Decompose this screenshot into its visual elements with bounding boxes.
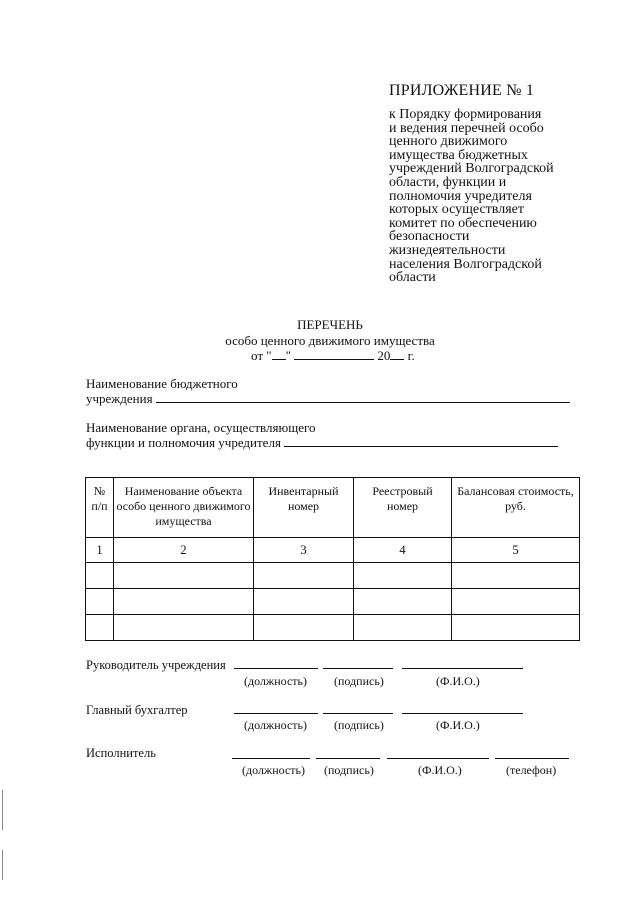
appendix-title: ПРИЛОЖЕНИЕ № 1 xyxy=(389,82,535,99)
executor-signature-caption: (подпись) xyxy=(324,763,374,777)
table-cell[interactable] xyxy=(254,589,354,615)
head-fio-line[interactable] xyxy=(402,668,523,669)
table-cell[interactable] xyxy=(86,615,114,641)
head-position-caption: (должность) xyxy=(244,674,307,688)
table-cell[interactable] xyxy=(254,615,354,641)
date-prefix: от " xyxy=(251,348,272,363)
table-column-numbers-row xyxy=(86,538,580,563)
table-cell[interactable] xyxy=(114,563,254,589)
column-header-number: № п/п xyxy=(86,478,114,538)
appendix-line: безопасности xyxy=(389,229,470,245)
appendix-line: полномочия учредителя xyxy=(389,188,532,204)
institution-blank[interactable] xyxy=(156,391,570,403)
accountant-position-caption: (должность) xyxy=(244,718,307,732)
accountant-fio-caption: (Ф.И.О.) xyxy=(436,718,480,732)
column-header-balance: Балансовая стоимость, руб. xyxy=(452,478,580,538)
appendix-line: к Порядку формирования xyxy=(389,107,542,122)
executor-signature-line[interactable] xyxy=(316,758,380,759)
head-signature-line[interactable] xyxy=(323,668,393,669)
table-row xyxy=(86,615,580,641)
column-header-name: Наименование объекта особо ценного движимого имущества xyxy=(114,478,254,538)
authority-label-line1: Наименование органа, осуществляющего xyxy=(86,420,316,435)
column-number: 2 xyxy=(114,538,254,563)
table-cell[interactable] xyxy=(354,563,452,589)
authority-label-line2: функции и полномочия учредителя xyxy=(86,435,281,450)
executor-phone-caption: (телефон) xyxy=(506,763,557,777)
appendix-line: области xyxy=(389,270,436,286)
date-month-blank[interactable] xyxy=(294,348,374,360)
head-fio-caption: (Ф.И.О.) xyxy=(436,674,480,688)
appendix-text xyxy=(389,108,589,285)
accountant-signature-caption: (подпись) xyxy=(334,718,384,732)
authority-field xyxy=(86,435,558,451)
appendix-line: населения Волгоградской xyxy=(389,256,542,272)
executor-phone-line[interactable] xyxy=(495,758,569,759)
scan-margin-mark xyxy=(2,790,3,830)
column-number: 5 xyxy=(452,538,580,563)
asset-table xyxy=(85,477,580,641)
executor-fio-caption: (Ф.И.О.) xyxy=(418,763,462,777)
document-title: ПЕРЕЧЕНЬ xyxy=(297,317,363,332)
head-signature-caption: (подпись) xyxy=(334,674,384,688)
appendix-line: жизнедеятельности xyxy=(389,242,506,258)
appendix-line: ценного движимого xyxy=(389,134,508,150)
head-position-line[interactable] xyxy=(234,668,318,669)
appendix-line: имущества бюджетных xyxy=(389,147,528,163)
appendix-line: комитет по обеспечению xyxy=(389,215,537,231)
institution-label-line1: Наименование бюджетного xyxy=(86,376,238,391)
table-row xyxy=(86,589,580,615)
document-date xyxy=(251,348,415,364)
column-number: 3 xyxy=(254,538,354,563)
appendix-line: учреждений Волгоградской xyxy=(389,161,554,177)
column-number: 1 xyxy=(86,538,114,563)
appendix-line: и ведения перечней особо xyxy=(389,120,544,136)
table-cell[interactable] xyxy=(86,589,114,615)
head-label: Руководитель учреждения xyxy=(86,658,226,672)
table-cell[interactable] xyxy=(452,589,580,615)
accountant-label: Главный бухгалтер xyxy=(86,703,188,717)
table-cell[interactable] xyxy=(254,563,354,589)
accountant-signature-line[interactable] xyxy=(323,713,393,714)
column-number: 4 xyxy=(354,538,452,563)
table-row xyxy=(86,563,580,589)
executor-label: Исполнитель xyxy=(86,746,156,760)
scan-margin-mark xyxy=(2,850,3,880)
table-cell[interactable] xyxy=(354,589,452,615)
institution-label-line2: учреждения xyxy=(86,391,153,406)
appendix-line: которых осуществляет xyxy=(389,202,524,218)
accountant-fio-line[interactable] xyxy=(402,713,523,714)
date-year: 20 xyxy=(377,348,391,363)
executor-position-line[interactable] xyxy=(232,758,310,759)
authority-blank[interactable] xyxy=(284,435,558,447)
table-cell[interactable] xyxy=(452,563,580,589)
column-header-registry: Реестровый номер xyxy=(354,478,452,538)
date-day-blank[interactable] xyxy=(272,348,286,360)
date-suffix: г. xyxy=(407,348,415,363)
executor-position-caption: (должность) xyxy=(242,763,305,777)
executor-fio-line[interactable] xyxy=(387,758,489,759)
column-header-inventory: Инвентарный номер xyxy=(254,478,354,538)
table-header-row xyxy=(86,478,580,538)
table-cell[interactable] xyxy=(114,615,254,641)
date-year-blank[interactable] xyxy=(390,348,404,360)
table-cell[interactable] xyxy=(86,563,114,589)
table-cell[interactable] xyxy=(354,615,452,641)
table-cell[interactable] xyxy=(114,589,254,615)
table-cell[interactable] xyxy=(452,615,580,641)
document-subtitle: особо ценного движимого имущества xyxy=(225,333,435,348)
institution-field xyxy=(86,391,570,407)
appendix-line: области, функции и xyxy=(389,174,507,190)
accountant-position-line[interactable] xyxy=(234,713,318,714)
date-quote-close: " xyxy=(285,348,291,363)
